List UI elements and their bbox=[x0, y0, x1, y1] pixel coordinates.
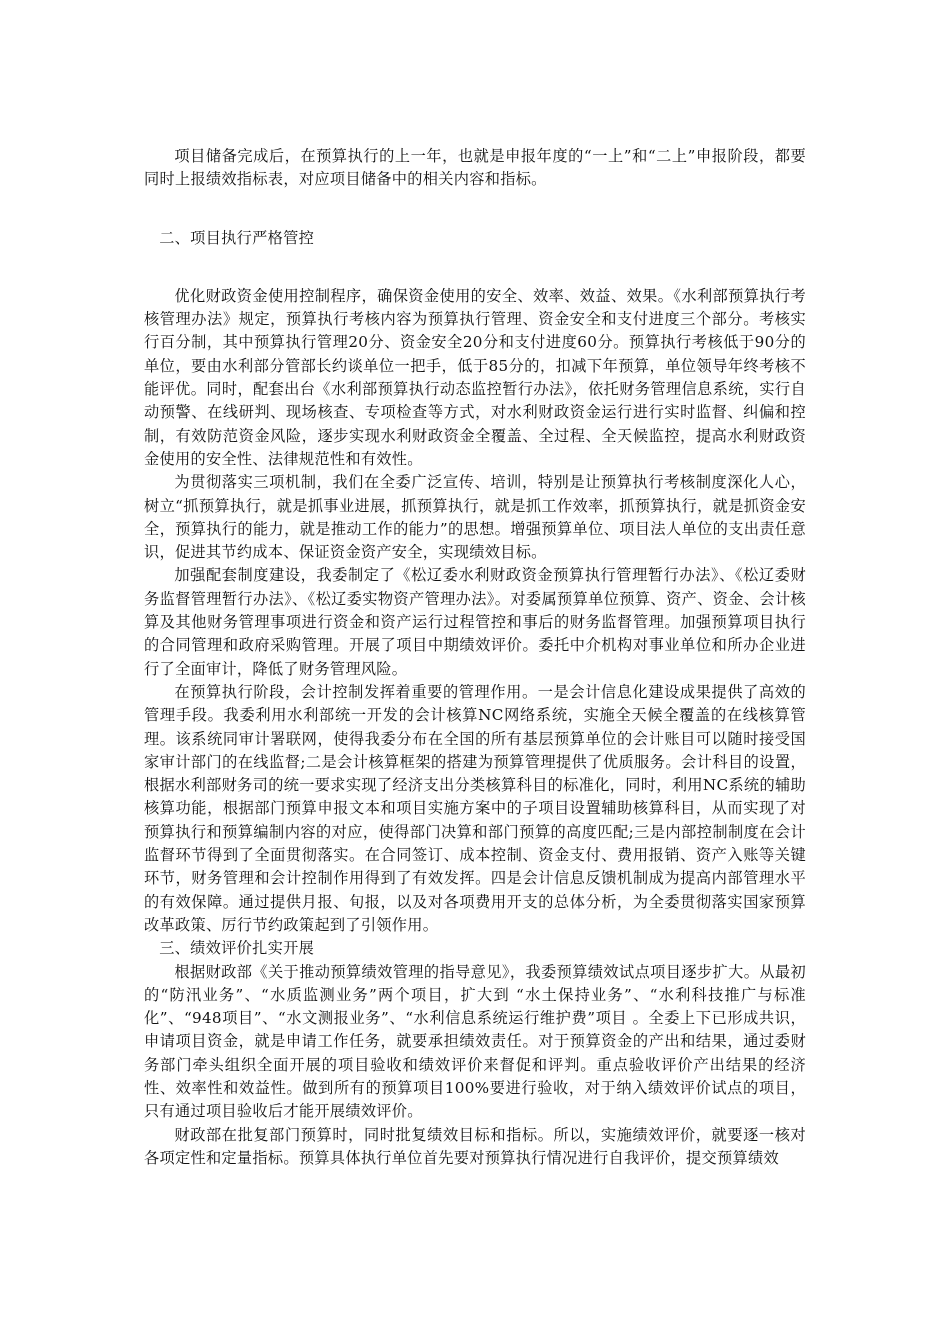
section-heading-3: 三、绩效评价扎实开展 bbox=[159, 939, 315, 958]
paragraph-three-mechanisms: 为贯彻落实三项机制，我们在全委广泛宣传、培训，特别是让预算执行考核制度深化人心，树立“抓预算执行，就是抓事业进展，抓预算执行，就是抓工作效率，抓预算执行，就是抓资金安全，预算执行的能力，就是推动工作的能力”的思想。增强预算单位、项目法人单位的支出责任意识，促进其节约成本、保证资金资产安全，实现绩效目标。 bbox=[144, 473, 806, 562]
document-page bbox=[144, 145, 806, 1170]
paragraph-ministry-approval: 财政部在批复部门预算时，同时批复绩效目标和指标。所以，实施绩效评价，就要逐一核对各项定性和定量指标。预算具体执行单位首先要对预算执行情况进行自我评价，提交预算绩效 bbox=[144, 1125, 806, 1167]
paragraph-accounting-control: 在预算执行阶段，会计控制发挥着重要的管理作用。一是会计信息化建设成果提供了高效的管理手段。我委利用水利部统一开发的会计核算NC网络系统，实施全天候全覆盖的在线核算管理。该系统同审计署联网，使得我委分布在全国的所有基层预算单位的会计账目可以随时接受国家审计部门的在线监督;二是会计核算框架的搭建为预算管理提供了优质服务。会计科目的设置，根据水利部财务司的统一要求实现了经济支出分类核算科目的标准化，同时，利用NC系统的辅助核算功能，根据部门预算申报文本和项目实施方案中的子项目设置辅助核算科目，从而实现了对预算执行和预算编制内容的对应，使得部门决算和部门预算的高度匹配;三是内部控制制度在会计监督环节得到了全面贯彻落实。在合同签订、成本控制、资金支付、费用报销、资产入账等关键环节，财务管理和会计控制作用得到了有效发挥。四是会计信息反馈机制成为提高内部管理水平的有效保障。通过提供月报、旬报，以及对各项费用开支的总体分析，为全委贯彻落实国家预算改革政策、厉行节约政策起到了引领作用。 bbox=[144, 682, 806, 934]
paragraph-supporting-systems: 加强配套制度建设，我委制定了《松辽委水利财政资金预算执行管理暂行办法》、《松辽委财务监督管理暂行办法》、《松辽委实物资产管理办法》。对委属预算单位预算、资产、资金、会计核算及其他财务管理事项进行资金和资产运行过程管控和事后的财务监督管理。加强预算项目执行的合同管理和政府采购管理。开展了项目中期绩效评价。委托中介机构对事业单位和所办企业进行了全面审计，降低了财务管理风险。 bbox=[144, 566, 806, 678]
paragraph-performance-pilot: 根据财政部《关于推动预算绩效管理的指导意见》，我委预算绩效试点项目逐步扩大。从最初的“防汛业务”、“水质监测业务”两个项目，扩大到 “水土保持业务”、“水利科技推广与标准化”、“948项目”、“水文测报业务”、“水利信息系统运行维护费”项目 。全委上下已形成共识，申请项目资金，就是申请工作任务，就要承担绩效责任。对于预算资金的产出和结果，通过委财务部门牵头组织全面开展的项目验收和绩效评价来督促和评判。重点验收评价产出结果的经济性、效率性和效益性。做到所有的预算项目100%要进行验收，对于纳入绩效评价试点的项目，只有通过项目验收后才能开展绩效评价。 bbox=[144, 962, 806, 1121]
section-heading-2: 二、项目执行严格管控 bbox=[159, 228, 315, 247]
paragraph-optimize-control: 优化财政资金使用控制程序，确保资金使用的安全、效率、效益、效果。《水利部预算执行考核管理办法》规定，预算执行考核内容为预算执行管理、资金安全和支付进度三个部分。考核实行百分制，其中预算执行管理20分、资金安全20分和支付进度60分。预算执行考核低于90分的单位，要由水利部分管部长约谈单位一把手，低于85分的，扣减下年预算，单位领导年终考核不能评优。同时，配套出台《水利部预算执行动态监控暂行办法》，依托财务管理信息系统，实行自动预警、在线研判、现场核查、专项检查等方式，对水利财政资金运行进行实时监督、纠偏和控制，有效防范资金风险，逐步实现水利财政资金全覆盖、全过程、全天候监控，提高水利财政资金使用的安全性、法律规范性和有效性。 bbox=[144, 286, 806, 468]
paragraph-project-reserve: 项目储备完成后，在预算执行的上一年，也就是申报年度的“一上”和“二上”申报阶段，都要同时上报绩效指标表，对应项目储备中的相关内容和指标。 bbox=[144, 147, 806, 189]
